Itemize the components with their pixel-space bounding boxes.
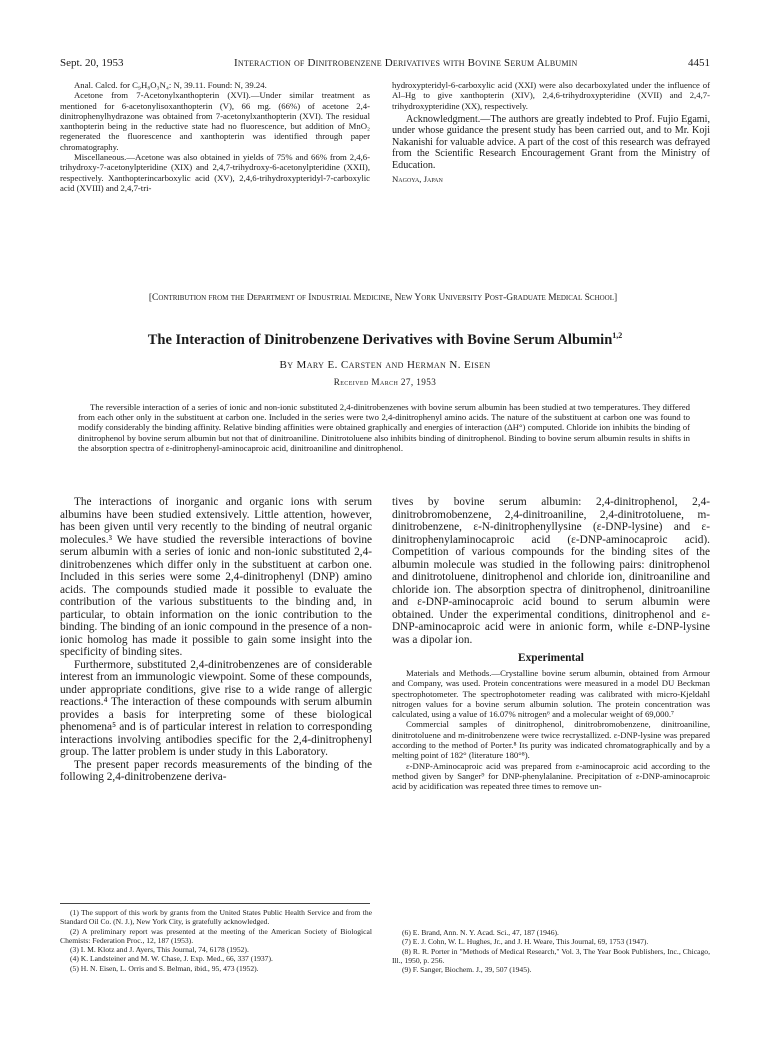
article-authors: By Mary E. Carsten and Herman N. Eisen [279,359,491,371]
acknowledgment-paragraph: Acknowledgment.—The authors are greatly indebted to Prof. Fujio Egami, under whose guidance the present study has been carried out, and to Mr. Koji Nakanishi for valuable advice. A part of the cost of this research was defrayed from the Scientific Research Encouragement Grant from the Ministry of Education. [392,113,710,171]
received-date: Received March 27, 1953 [333,377,437,387]
materials-paragraph: Materials and Methods.—Crystalline bovine serum albumin, obtained from Armour and Company, was used. Protein concentrations were measured in a model DU Beckman spectrophotometer. The spectrophotometer reading was calibrated with micro-Kjeldahl nitrogen values for a bovine serum albumin solution. The protein concentration was calculated, using a value of 16.07% nitrogen⁶ and a molecular weight of 69,000.⁷ [392,668,710,720]
prev-article-left-column [60,80,370,193]
samples-paragraph: Commercial samples of dinitrophenol, dinitrobromobenzene, dinitroaniline, dinitrotoluene and m-dinitrobenzene were twice recrystallized. ε-DNP-lysine was prepared according to the method of Porter.⁸ Its purity was indicated chromatographically and by a melting point of 182° (literature 180°⁸). [392,719,710,761]
footnote: (6) E. Brand, Ann. N. Y. Acad. Sci., 47, 187 (1946). [402,928,559,937]
page-header [60,57,710,69]
footnote: (3) I. M. Klotz and J. Ayers, This Journal, 74, 6178 (1952). [70,945,249,955]
miscellaneous-paragraph: Miscellaneous.—Acetone was also obtained in yields of 75% and 66% from 2,4,6-trihydroxy-7-acetonylpteridine (XIX) and 2,4,7-trihydroxy-6-acetonylpteridine (XXII), respectively. Xanthopterincarboxylic acid (XV), 2,4,6-trihydroxypteridyl-7-carboxylic acid (XVIII) and 2,4,7-tri- [60,152,370,193]
author-location: Nagoya, Japan [392,174,443,185]
article-title-text: The Interaction of Dinitrobenzene Derivatives with Bovine Serum Albumin [147,331,613,348]
body-paragraph: The interactions of inorganic and organic ions with serum albumins have been studied extensively. Little attention, however, has been given until very recently to the binding of neutral organic molecules.³ We have studied the reversible interactions of bovine serum albumin with a series of ionic and non-ionic substituted 2,4-dinitrobenzenes which differ only in the substituent at carbon one. Included in this series were some 2,4-dinitrophenyl (DNP) amino acids. The compounds studied made it possible to evaluate the contribution of the various substituents to the binding and, in particular, to obtain information on the ionic contribution to the binding. The binding of an ionic compound in the presence of a non-ionic homolog has made it possible to gain some insight into the specificity of binding sites. [60,496,372,658]
article-abstract: The reversible interaction of a series of ionic and non-ionic substituted 2,4-dinitrobenzenes with bovine serum albumin has been studied at two temperatures. They differed from each other only in the substituent at carbon one. Included in the series were two 2,4-dinitrophenyl amino acids. The nature of the substituent at carbon one was found to modify considerably the binding affinity. Relative binding affinities were obtained graphically and energies of interaction (ΔH°) computed. Chloride ion inhibits the binding of dinitrophenol by bovine serum albumin but not that of dinitroaniline. Dinitrotoluene also inhibits binding of dinitrophenol. Binding to bovine serum albumin results in shifts in the absorption spectra of ε-dinitrophenyl-aminocaproic acid, dinitroaniline and dinitrophenol. [78,402,690,453]
footnote: (2) A preliminary report was presented at the meeting of the American Society of Biological Chemists: Federation Proc., 12, 187 (1953). [60,926,372,945]
contribution-line: [Contribution from the Department of Industrial Medicine, New York University Post-Graduate Medical School] [148,293,618,303]
prev-article-right-column [392,80,710,184]
continued-paragraph: hydroxypteridyl-6-carboxylic acid (XXI) were also decarboxylated under the influence of Al–Hg to give xanthopterin (XIV), 2,4,6-trihydroxypteridine (XVII) and 2,4,7-trihydroxypteridine (XX), respectively. [392,80,710,111]
body-left-column [60,496,372,784]
footnote: (1) The support of this work by grants from the United States Public Health Service and from the Standard Oil Co. (N. J.), New York City, is gratefully acknowledged. [60,908,372,927]
analysis-paragraph: Anal. Calcd. for C₉H₈O₃N₄: N, 39.11. Found: N, 39.24. [74,80,267,90]
aminocaproic-paragraph: ε-DNP-Aminocaproic acid was prepared from ε-aminocaproic acid according to the method given by Sanger⁹ for DNP-phenylalanine. Precipitation of ε-DNP-aminocaproic acid by acidification was repeated three times to remove un- [392,760,710,792]
experimental-heading: Experimental [518,652,584,664]
footnote: (8) R. R. Porter in "Methods of Medical Research," Vol. 3, The Year Book Publishers, Inc., Chicago, Ill., 1950, p. 256. [392,946,710,965]
footnote: (7) E. J. Cohn, W. L. Hughes, Jr., and J. H. Weare, This Journal, 69, 1753 (1947). [402,937,649,947]
article-title [60,331,710,349]
page-number: 4451 [687,57,710,69]
acetone-xvi-paragraph: Acetone from 7-Acetonylxanthopterin (XVI).—Under similar treatment as mentioned for 6-acetonylisoxanthopterin (V), 66 mg. (66%) of acetone 2,4-dinitrophenylhydrazone was obtained from 7-acetonylxanthopterin (XVI). The residual xanthopterin being in the reductive state had no fluorescence, but addition of MnO₂ regenerated the fluorescence and xanthopterin was identified through paper chromatography. [60,90,370,152]
body-paragraph: Furthermore, substituted 2,4-dinitrobenzenes are of considerable interest from an immunologic viewpoint. Some of these compounds, under appropriate conditions, give rise to a wide range of allergic reactions.⁴ The interaction of these compounds with serum albumin provides a basis for interpreting some of these biological phenomena⁵ and is of particular interest in relation to corresponding interactions involving antibodies specific for the 2,4-dinitrophenyl group. The latter problem is under study in this Laboratory. [60,658,372,758]
running-title: Interaction of Dinitrobenzene Derivatives with Bovine Serum Albumin [234,57,578,69]
footnotes-right [392,928,710,974]
footnote: (5) H. N. Eisen, L. Orris and S. Belman, ibid., 95, 473 (1952). [70,963,259,973]
footnote: (9) F. Sanger, Biochem. J., 39, 507 (1945). [402,965,532,975]
body-paragraph: The present paper records measurements of the binding of the following 2,4-dinitrobenzene deriva- [60,758,372,783]
body-paragraph: tives by bovine serum albumin: 2,4-dinitrophenol, 2,4-dinitrobromobenzene, 2,4-dinitroaniline, 2,4-dinitrotoluene, m-dinitrobenzene, ε-N-dinitrophenyllysine (ε-DNP-lysine) and ε-dinitrophenylaminocaproic acid (ε-DNP-aminocaproic acid). Competition of various compounds for the binding sites of the albumin molecule was studied in the following pairs: dinitrophenol and dinitrotoluene, dinitrophenol and chloride ion, dinitroaniline and chloride ion. The absorption spectra of dinitrophenol, dinitroaniline and ε-DNP-aminocaproic acid bound to serum albumin were obtained. Under the experimental conditions, dinitrophenol and ε-DNP-aminocaproic acid were in anionic form, while ε-DNP-lysine was a dipolar ion. [392,496,710,646]
body-right-column [392,496,710,792]
article-title-footnote-marks: 1,2 [612,331,623,340]
footnote-rule [60,903,370,904]
footnotes-left [60,908,372,973]
footnote: (4) K. Landsteiner and M. W. Chase, J. Exp. Med., 66, 337 (1937). [70,954,273,964]
header-date: Sept. 20, 1953 [60,57,124,69]
